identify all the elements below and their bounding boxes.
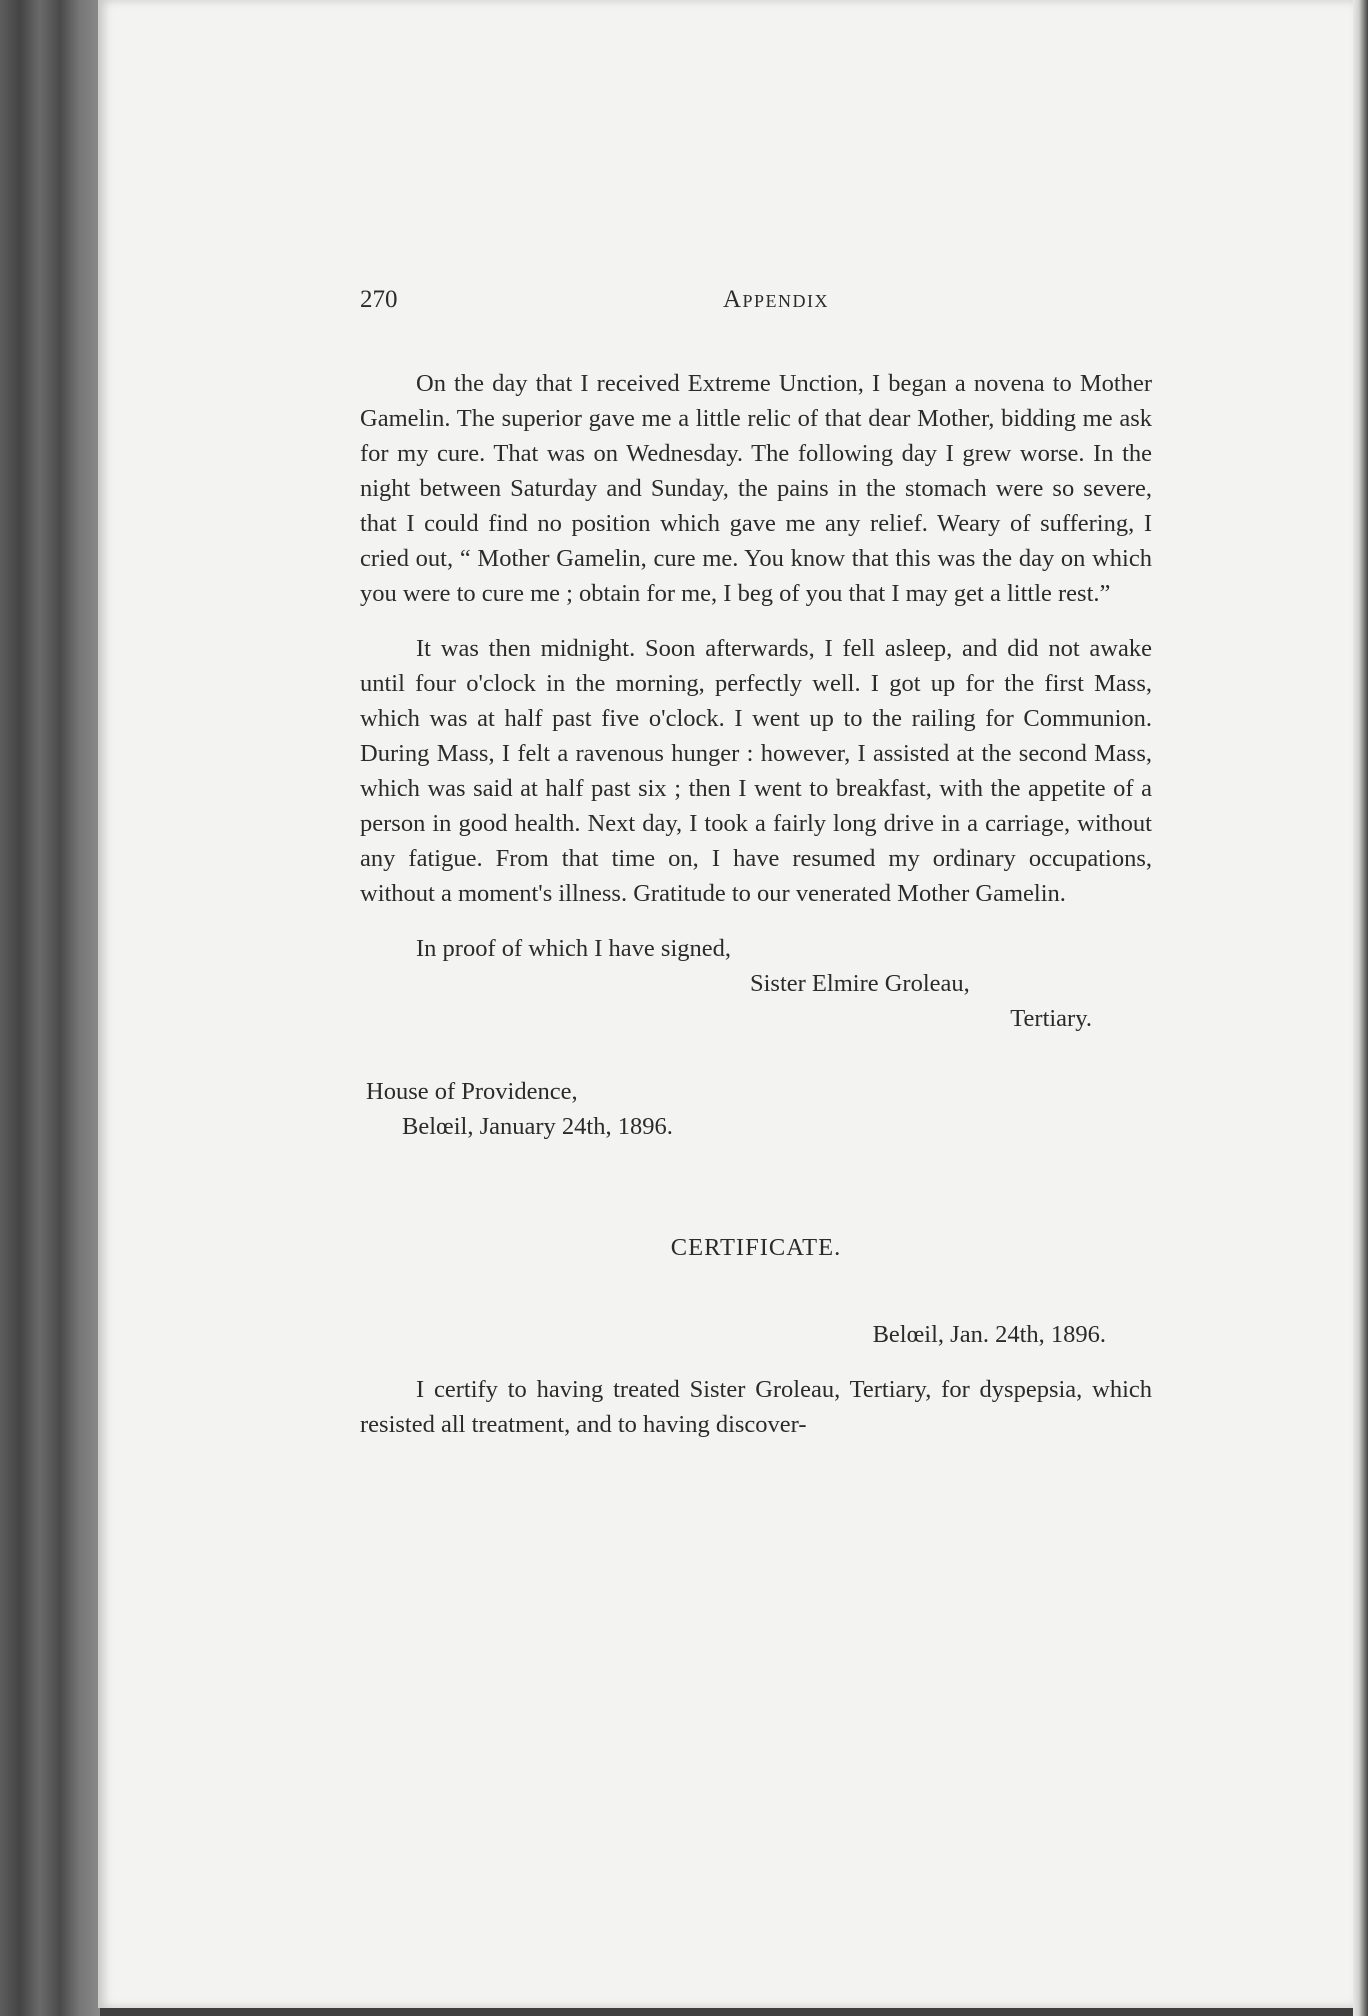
page-number: 270 <box>360 286 398 313</box>
signature-block <box>360 931 1152 1036</box>
place-block <box>366 1074 1152 1144</box>
running-head: Appendix <box>722 286 830 313</box>
book-spine-edge <box>0 0 100 2016</box>
signature-intro: In proof of which I have signed, <box>416 935 732 962</box>
place-line-2: Belœil, January 24th, 1896. <box>402 1113 673 1140</box>
paragraph-2: It was then midnight. Soon afterwards, I fell asleep, and did not awake until four o'clock in the morning, perfectly well. I got up for the first Mass, which was at half past five o'clock. I went up to the railing for Communion. During Mass, I felt a ravenous hunger : however, I assisted at the second Mass, which was said at half past six ; then I went to breakfast, with the appetite of a person in good health. Next day, I took a fairly long drive in a carriage, without any fatigue. From that time on, I have resumed my ordinary occupations, without a moment's illness. Gratitude to our venerated Mother Gamelin. <box>360 635 1152 907</box>
signer-name: Sister Elmire Groleau, <box>750 970 970 997</box>
certificate-date: Belœil, Jan. 24th, 1896. <box>872 1321 1106 1348</box>
page-header <box>360 282 1152 322</box>
certificate-title: CERTIFICATE. <box>670 1234 842 1261</box>
signer-title: Tertiary. <box>1010 1005 1092 1032</box>
page-content <box>360 282 1152 1442</box>
page-right-edge <box>1353 0 1368 2016</box>
place-line-1: House of Providence, <box>366 1078 578 1105</box>
certificate-text: I certify to having treated Sister Groleau, Tertiary, for dyspepsia, which resisted all treatment, and to having discover- <box>360 1376 1152 1438</box>
paragraph-1: On the day that I received Extreme Unction, I began a novena to Mother Gamelin. The superior gave me a little relic of that dear Mother, bidding me ask for my cure. That was on Wednesday. The following day I grew worse. In the night between Saturday and Sunday, the pains in the stomach were so severe, that I could find no position which gave me any relief. Weary of suffering, I cried out, “ Mother Gamelin, cure me. You know that this was the day on which you were to cure me ; obtain for me, I beg of you that I may get a little rest.” <box>360 370 1152 607</box>
